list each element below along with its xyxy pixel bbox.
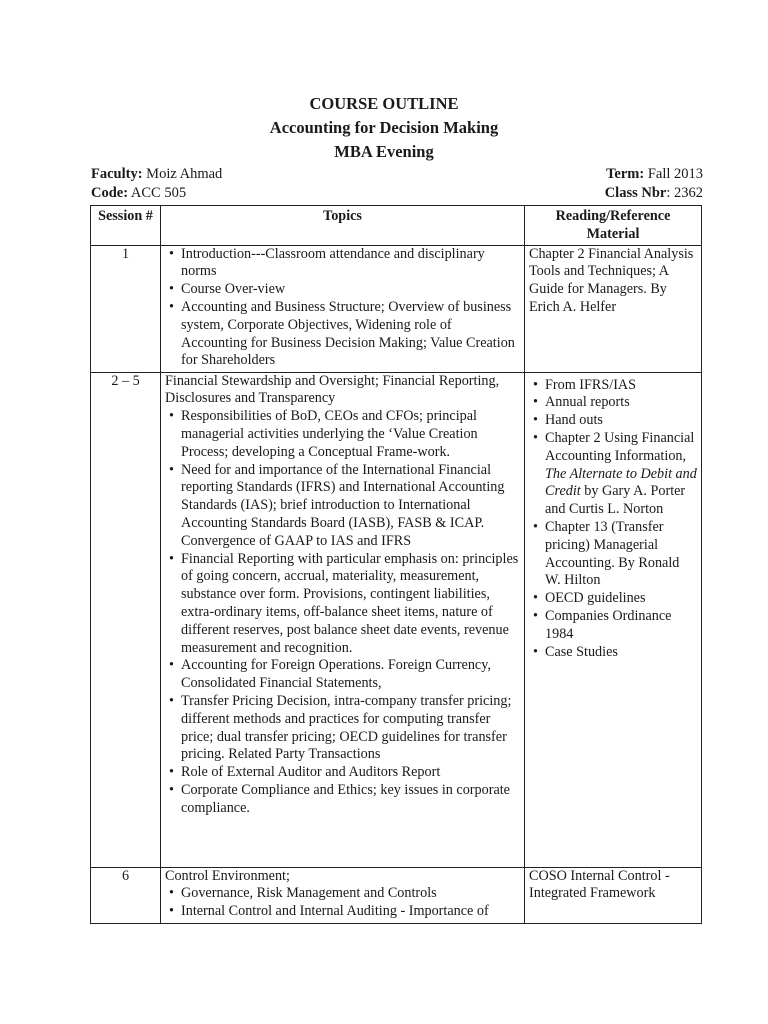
course-outline-table <box>90 205 702 924</box>
list-item: • Responsibilities of BoD, CEOs and CFOs; principal managerial activities underlying the ‘Value Creation Process; developing a Conceptual Frame-work. <box>181 408 520 461</box>
faculty-value: Moiz Ahmad <box>146 166 223 182</box>
meta-row-code <box>91 184 703 203</box>
table-row <box>91 372 702 867</box>
list-item: • Role of External Auditor and Auditors Report <box>181 764 520 782</box>
header-topics: Topics <box>161 206 525 246</box>
code-info <box>91 184 186 203</box>
topics-cell <box>161 245 525 372</box>
session-number: 2 – 5 <box>91 372 161 867</box>
list-item: • Case Studies <box>545 644 697 662</box>
topics-cell <box>161 867 525 923</box>
session-number: 1 <box>91 245 161 372</box>
list-item: • From IFRS/IAS <box>545 377 697 395</box>
document-title: COURSE OUTLINE <box>309 94 459 113</box>
topics-cell <box>161 372 525 867</box>
table-header-row <box>91 206 702 246</box>
code-value: ACC 505 <box>130 185 187 201</box>
list-item: • Governance, Risk Management and Controls <box>181 885 520 903</box>
list-item: • Corporate Compliance and Ethics; key issues in corporate compliance. <box>181 782 520 818</box>
list-item: • OECD guidelines <box>545 590 697 608</box>
list-item: • Chapter 13 (Transfer pricing) Managerial Accounting. By Ronald W. Hilton <box>545 519 697 590</box>
topics-list <box>165 246 520 371</box>
term-info <box>606 165 703 184</box>
topics-list <box>165 408 520 817</box>
reading-list <box>529 377 697 662</box>
term-label: Term: <box>606 166 645 182</box>
table-row <box>91 245 702 372</box>
program-title: MBA Evening <box>334 142 434 161</box>
header-session: Session # <box>91 206 161 246</box>
list-item <box>545 430 697 519</box>
code-label: Code: <box>91 185 129 201</box>
header-reading: Reading/Reference Material <box>525 206 702 246</box>
topics-list <box>165 885 520 921</box>
topic-intro: Control Environment; <box>165 867 290 884</box>
faculty-info <box>91 165 222 184</box>
book-title: The Alternate to Debit and Credit <box>545 465 697 500</box>
reading-cell <box>525 372 702 867</box>
topic-intro: Financial Stewardship and Oversight; Financial Reporting, Disclosures and Transparency <box>165 372 500 407</box>
list-item: • Course Over-view <box>181 281 520 299</box>
list-item: • Annual reports <box>545 394 697 412</box>
list-item: • Introduction---Classroom attendance and disciplinary norms <box>181 246 520 282</box>
list-item: • Transfer Pricing Decision, intra-company transfer pricing; different methods and practices for computing transfer price; dual transfer pricing; OECD guidelines for transfer pricing. Related Party Transactions <box>181 693 520 764</box>
list-item: • Need for and importance of the International Financial reporting Standards (IFRS) and International Accounting Standards (IAS); brief introduction to International Accounting Standards Board (IASB), FASB & ICAP. Convergence of GAAP to IAS and IFRS <box>181 462 520 551</box>
list-item: • Hand outs <box>545 412 697 430</box>
faculty-label: Faculty: <box>91 166 143 182</box>
document-header <box>0 92 768 164</box>
list-item: • Accounting for Foreign Operations. Foreign Currency, Consolidated Financial Statements, <box>181 657 520 693</box>
reading-cell: Chapter 2 Financial Analysis Tools and Techniques; A Guide for Managers. By Erich A. Helfer <box>525 245 702 372</box>
table-row <box>91 867 702 923</box>
reading-cell: COSO Internal Control - Integrated Framework <box>525 867 702 923</box>
reading-text: Chapter 2 Using Financial Accounting Information, <box>545 429 695 464</box>
session-number: 6 <box>91 867 161 923</box>
list-item: • Accounting and Business Structure; Overview of business system, Corporate Objectives, Widening role of Accounting for Business Decision Making; Value Creation for Shareholders <box>181 299 520 370</box>
list-item: • Internal Control and Internal Auditing - Importance of <box>181 903 520 921</box>
meta-row-faculty <box>91 165 703 184</box>
term-value: Fall 2013 <box>647 166 703 182</box>
list-item: • Companies Ordinance 1984 <box>545 608 697 644</box>
class-nbr-info <box>605 184 703 203</box>
class-nbr-label: Class Nbr <box>604 185 667 201</box>
course-title: Accounting for Decision Making <box>269 118 499 137</box>
list-item: • Financial Reporting with particular emphasis on: principles of going concern, accrual, materiality, measurement, substance over form. Provisions, contingent liabilities, extra-ordinary items, off-balance sheet items, nature of different reserves, post balance sheet date events, revenue measurement and recognition. <box>181 551 520 658</box>
course-meta <box>91 165 703 203</box>
class-nbr-value: : 2362 <box>666 185 703 201</box>
reading-text: by Gary A. Porter and Curtis L. Norton <box>545 483 686 518</box>
